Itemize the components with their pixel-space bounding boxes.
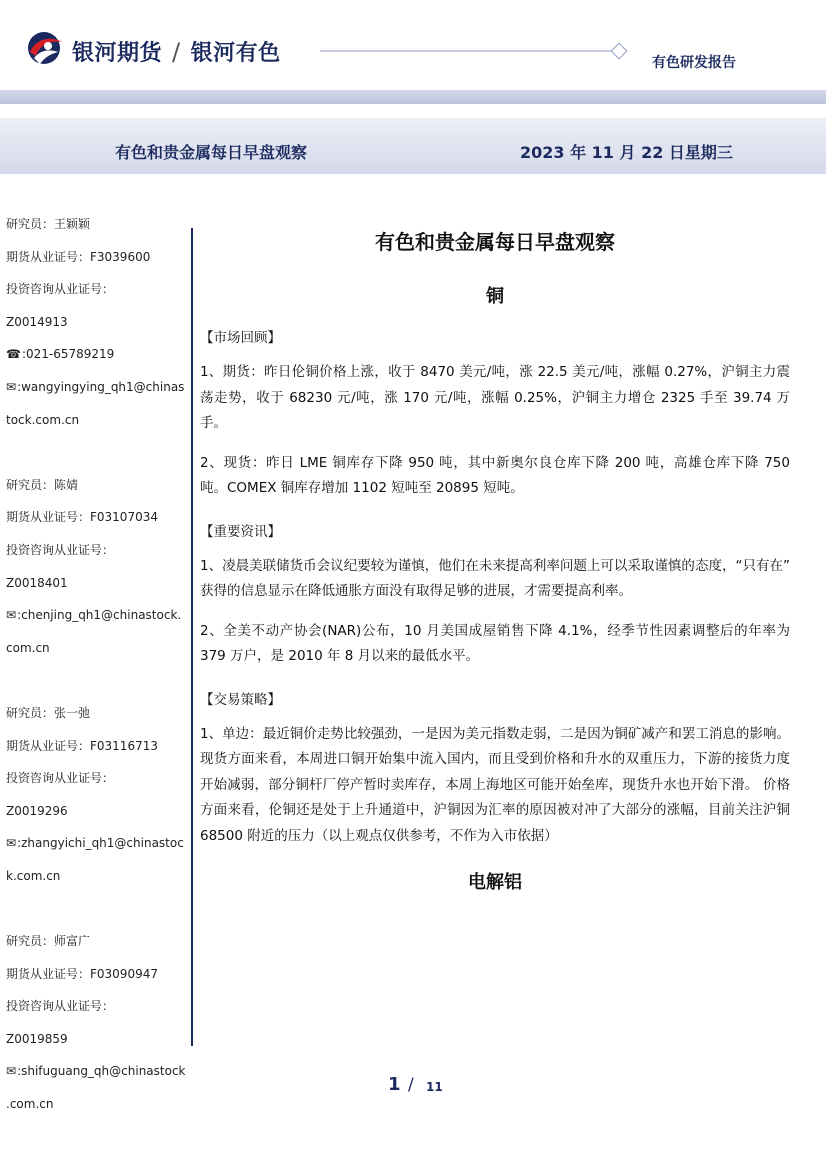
consult-license-number: Z0019296 xyxy=(6,803,68,818)
report-type-label: 有色研发报告 xyxy=(652,55,736,71)
galaxy-futures-logo xyxy=(22,30,66,66)
news-heading: 【重要资讯】 xyxy=(200,523,281,540)
header-band xyxy=(0,90,826,104)
futures-license: 期货从业证号：F03090947 xyxy=(6,966,158,981)
diamond-ornament-icon xyxy=(611,43,628,60)
researcher-name: 研究员：王颖颖 xyxy=(6,217,91,231)
envelope-icon: ✉ xyxy=(6,836,17,851)
sidebar-divider xyxy=(191,228,193,1046)
researcher-name: 研究员：张一弛 xyxy=(6,705,91,720)
consult-license-label: 投资咨询从业证号： xyxy=(6,542,115,557)
consult-license-label: 投资咨询从业证号： xyxy=(6,282,115,297)
email-text[interactable]: zhangyichi_qh1@chinastoc xyxy=(21,836,184,851)
strategy-heading: 【交易策略】 xyxy=(200,691,281,708)
futures-license: 期货从业证号：F3039600 xyxy=(6,249,151,264)
researcher-name: 研究员：陈婧 xyxy=(6,477,79,492)
email-text[interactable]: shifuguang_qh@chinastock xyxy=(21,1064,186,1079)
envelope-icon: ✉ xyxy=(6,608,17,623)
consult-license-number: Z0018401 xyxy=(6,575,68,590)
document-title: 有色和贵金属每日早盘观察 xyxy=(375,230,615,254)
consult-license-number: Z0019859 xyxy=(6,1031,68,1046)
futures-license: 期货从业证号：F03107034 xyxy=(6,510,158,525)
news-paragraph: 1、凌晨美联储货币会议纪要较为谨慎，他们在未来提高利率问题上可以采取谨慎的态度，“只有在” 获得的信息显示在降低通胀方面没有取得足够的进展，才需要提高利率。 xyxy=(200,557,790,599)
email-line-cont[interactable]: tock.com.cn xyxy=(6,412,80,427)
email-line[interactable]: ✉:wangyingying_qh1@chinas xyxy=(6,379,185,394)
email-line-cont[interactable]: .com.cn xyxy=(6,1097,54,1112)
strategy-paragraph: 1、单边：最近铜价走势比较强劲，一是因为美元指数走弱，二是因为铜矿减产和罢工消息的影响。现货方面来看，本周进口铜开始集中流入国内，而且受到价格和升水的双重压力，下游的接货力度开始减弱，部分铜杆厂停产暂时卖库存，本周上海地区可能开始垒库，现货升水也开始下滑。 价格方面来看，伦铜还是处于上升通道中，沪铜因为汇率的原因被对冲了大部分的涨幅，目前关注沪铜 68500 附近的压力（以上观点仅供参考，不作为入市依据） xyxy=(200,725,790,844)
market-review-heading: 【市场回顾】 xyxy=(200,330,281,346)
email-line[interactable]: ✉:zhangyichi_qh1@chinastoc xyxy=(6,836,184,851)
section-heading-aluminum: 电解铝 xyxy=(468,872,522,893)
consult-license-label: 投资咨询从业证号： xyxy=(6,999,115,1014)
page-total: 11 xyxy=(426,1080,443,1094)
futures-license: 期货从业证号：F03116713 xyxy=(6,738,158,753)
researcher-name: 研究员：师富广 xyxy=(6,934,91,949)
band-title: 有色和贵金属每日早盘观察 xyxy=(115,143,308,162)
email-text[interactable]: wangyingying_qh1@chinas xyxy=(21,379,185,394)
section-heading-copper: 铜 xyxy=(486,286,504,307)
consult-license-label: 投资咨询从业证号： xyxy=(6,771,115,786)
brand-line xyxy=(72,36,281,67)
brand-subname: 银河有色 xyxy=(190,41,281,66)
phone-line: ☎:021-65789219 xyxy=(6,347,115,362)
email-line[interactable]: ✉:chenjing_qh1@chinastock. xyxy=(6,608,182,623)
consult-license-number: Z0014913 xyxy=(6,314,68,329)
brand-name: 银河期货 xyxy=(72,41,163,66)
brand-slash: / xyxy=(172,38,181,66)
email-line-cont[interactable]: k.com.cn xyxy=(6,868,61,883)
email-line[interactable]: ✉:shifuguang_qh@chinastock xyxy=(6,1064,186,1079)
envelope-icon: ✉ xyxy=(6,379,17,394)
market-review-paragraph: 1、期货：昨日伦铜价格上涨，收于 8470 美元/吨，涨 22.5 美元/吨，涨幅 0.27%，沪铜主力震荡走势，收于 68230 元/吨，涨 170 元/吨，涨幅 0.25%，沪铜主力增仓 2325 手至 39.74 万手。 xyxy=(200,364,790,431)
main-content xyxy=(200,226,790,908)
phone-icon: ☎ xyxy=(6,347,21,362)
news-paragraph: 2、全美不动产协会(NAR)公布，10 月美国成屋销售下降 4.1%，经季节性因素调整后的年率为 379 万户，是 2010 年 8 月以来的最低水平。 xyxy=(200,622,790,664)
page-separator: / xyxy=(408,1075,414,1095)
email-text[interactable]: chenjing_qh1@chinastock. xyxy=(21,608,182,623)
market-review-paragraph: 2、现货：昨日 LME 铜库存下降 950 吨，其中新奥尔良仓库下降 200 吨，高雄仓库下降 750 吨。COMEX 铜库存增加 1102 短吨至 20895 短吨。 xyxy=(200,454,790,496)
phone-number: 021-65789219 xyxy=(26,347,115,362)
header-rule xyxy=(320,50,620,52)
band-date: 2023 年 11 月 22 日星期三 xyxy=(520,143,733,162)
page-number: 1 xyxy=(388,1074,401,1095)
email-line-cont[interactable]: com.cn xyxy=(6,640,50,655)
researcher-sidebar xyxy=(6,212,188,1125)
envelope-icon: ✉ xyxy=(6,1064,17,1079)
